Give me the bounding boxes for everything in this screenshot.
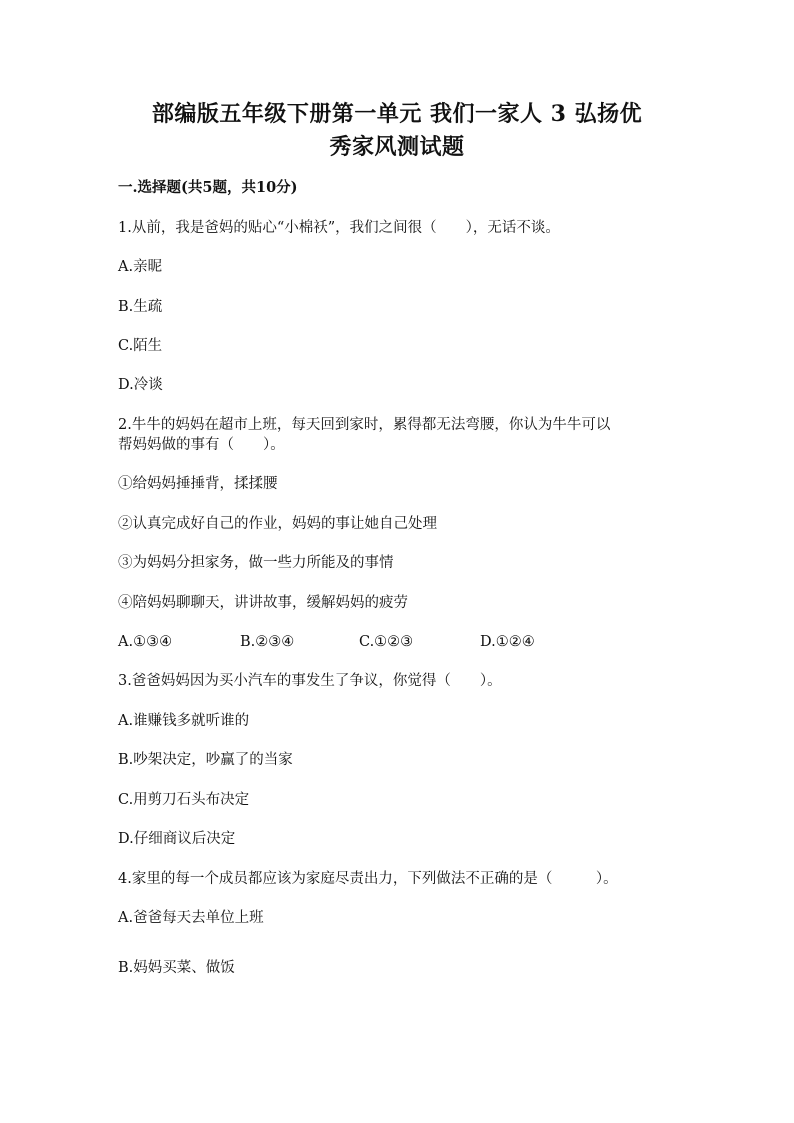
question-2-stem-line-2: 帮妈妈做的事有（ ）。 xyxy=(118,437,285,453)
question-3-option-a: A.谁赚钱多就听谁的 xyxy=(118,713,250,729)
question-2-option-d: D.①②④ xyxy=(480,634,535,650)
question-4-option-b: B.妈妈买菜、做饭 xyxy=(118,960,235,976)
question-1-option-b: B.生疏 xyxy=(118,299,163,315)
question-2-item-4: ④陪妈妈聊聊天，讲讲故事，缓解妈妈的疲劳 xyxy=(118,595,408,611)
question-2-item-2: ②认真完成好自己的作业，妈妈的事让她自己处理 xyxy=(118,516,437,532)
question-2-option-b: B.②③④ xyxy=(240,634,295,650)
question-4-option-a: A.爸爸每天去单位上班 xyxy=(118,910,264,926)
page-title-line-2: 秀家风测试题 xyxy=(329,134,465,160)
question-2-item-3: ③为妈妈分担家务，做一些力所能及的事情 xyxy=(118,555,394,571)
question-1-option-d: D.冷谈 xyxy=(118,377,163,393)
question-1-option-a: A.亲昵 xyxy=(118,259,163,275)
page-title-line-1: 部编版五年级下册第一单元 我们一家人 3 弘扬优 xyxy=(151,101,643,127)
question-1-option-c: C.陌生 xyxy=(118,338,163,354)
question-3-stem: 3.爸爸妈妈因为买小汽车的事发生了争议，你觉得（ ）。 xyxy=(118,673,502,689)
question-4-stem: 4.家里的每一个成员都应该为家庭尽责出力，下列做法不正确的是（ ）。 xyxy=(118,871,618,887)
question-2-option-c: C.①②③ xyxy=(359,634,414,650)
question-1-stem: 1.从前，我是爸妈的贴心“小棉袄”，我们之间很（ ），无话不谈。 xyxy=(118,220,560,236)
question-2-stem-line-1: 2.牛牛的妈妈在超市上班，每天回到家时，累得都无法弯腰，你认为牛牛可以 xyxy=(118,417,611,433)
question-3-option-d: D.仔细商议后决定 xyxy=(118,831,236,847)
section-heading: 一.选择题(共5题，共10分) xyxy=(118,179,298,196)
question-3-option-b: B.吵架决定，吵赢了的当家 xyxy=(118,752,293,768)
question-2-item-1: ①给妈妈捶捶背，揉揉腰 xyxy=(118,476,278,492)
question-3-option-c: C.用剪刀石头布决定 xyxy=(118,792,250,808)
question-2-option-a: A.①③④ xyxy=(118,634,173,650)
